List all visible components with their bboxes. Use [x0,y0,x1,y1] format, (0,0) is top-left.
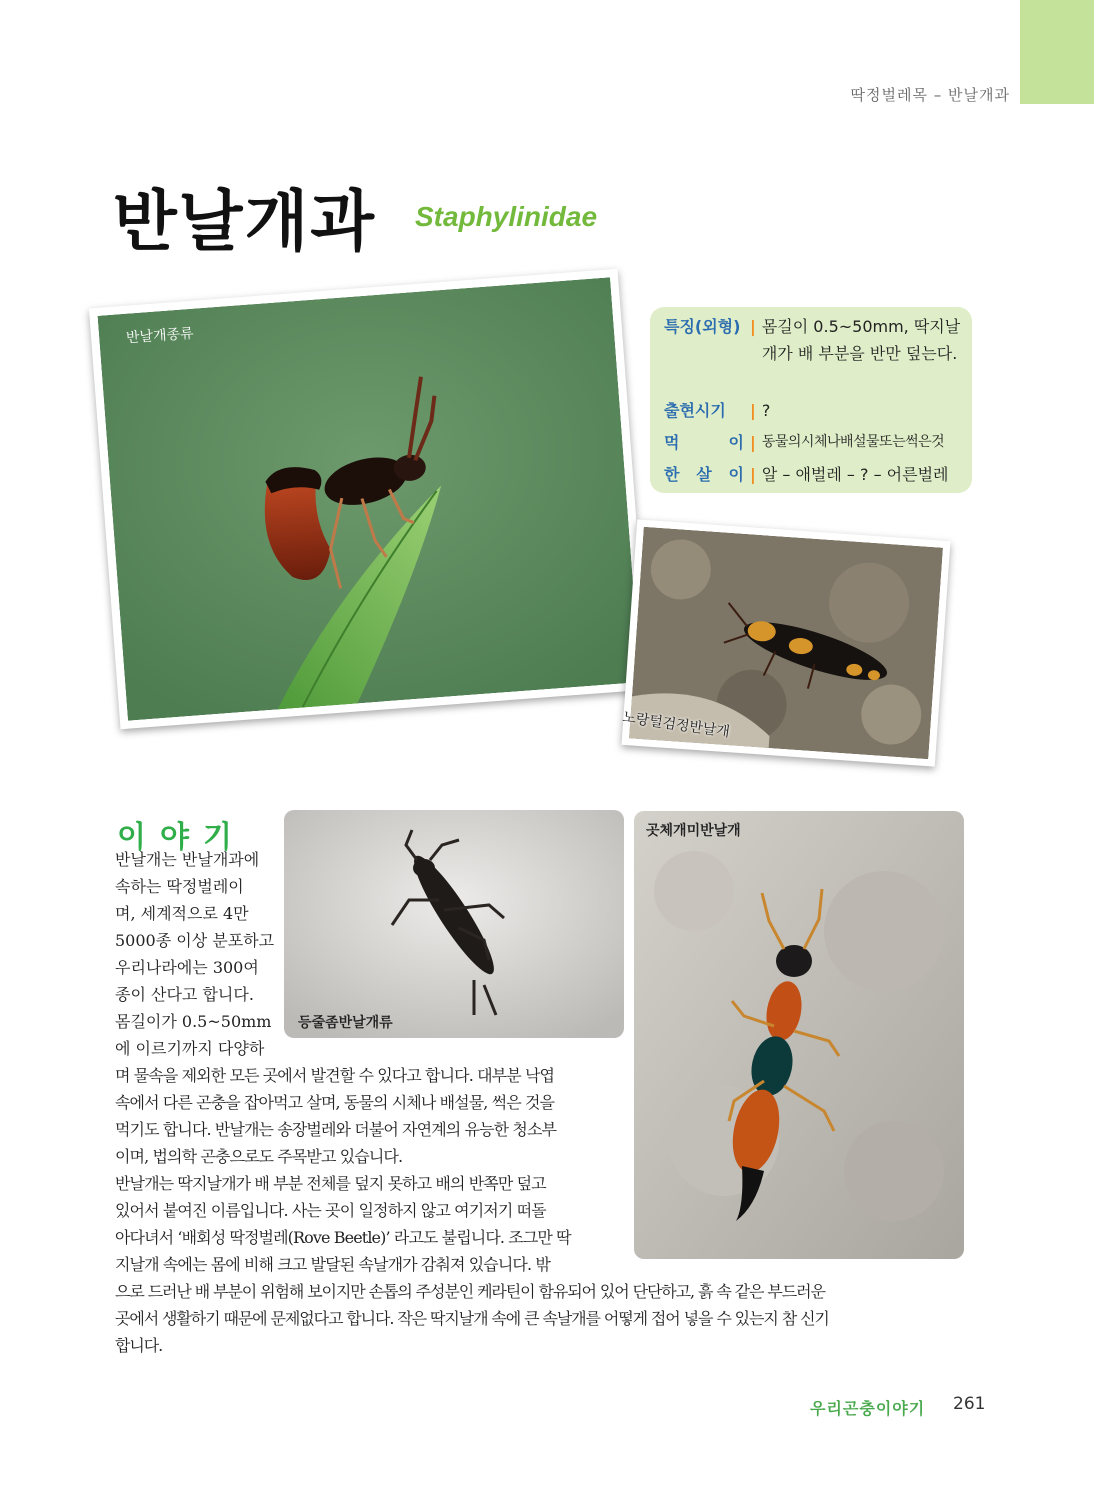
story-line: 며, 세계적으로 4만 [115,904,249,923]
footer-series-title: 우리곤충이야기 [810,1399,926,1418]
story-line: 종이 산다고 합니다. [115,985,254,1004]
story-line: 반날개는 딱지날개가 배 부분 전체를 덮지 못하고 배의 반쪽만 덮고 [115,1174,546,1193]
bottom-photo-caption: 등줄좀반날개류 [298,1015,393,1031]
story-line: 우리나라에는 300여 [115,958,259,977]
story-line: 에 이르기까지 다양하 [115,1039,265,1058]
info-label: 먹 이 [664,433,744,452]
info-separator: | [750,317,756,336]
story-line: 으로 드러난 배 부분이 위험해 보이지만 손톱의 주성분인 케라틴이 함유되어 있어 단단하고, 흙 속 같은 부드러운 [115,1282,825,1301]
story-line: 먹기도 합니다. 반날개는 송장벌레와 더불어 자연계의 유능한 청소부 [115,1120,557,1139]
info-value: 알 – 애벌레 – ? – 어른벌레 [761,465,949,484]
main-photo-caption: 반날개종류 [125,325,195,347]
info-value: 몸길이 0.5~50mm, 딱지날개가 배 부분을 반만 덮는다. [761,317,961,363]
story-line: 속에서 다른 곤충을 잡아먹고 살며, 동물의 시체나 배설물, 썩은 것을 [115,1093,555,1112]
story-text-mid [115,1062,571,1278]
right-photo-caption: 곳체개미반날개 [646,823,741,839]
story-line: 곳에서 생활하기 때문에 문제없다고 합니다. 작은 딱지날개 속에 큰 속날개를 어떻게 접어 넣을 수 있는지 참 신기 [115,1309,829,1328]
family-title-latin: Staphylinidae [415,201,598,232]
striped-rove-beetle-image [284,810,624,1038]
story-line: 5000종 이상 분포하고 [115,931,275,950]
story-line: 반날개는 반날개과에 [115,850,260,869]
info-label: 한 살 이 [664,465,744,484]
story-line: 지날개 속에는 몸에 비해 크고 발달된 속날개가 감춰져 있습니다. 밖 [115,1255,550,1274]
story-line: 며 물속을 제외한 모든 곳에서 발견할 수 있다고 합니다. 대부분 낙엽 [115,1066,555,1085]
info-label: 특징(외형) [664,317,741,336]
info-separator: | [750,433,756,452]
bottom-photo [284,810,624,1038]
info-separator: | [750,401,756,420]
right-photo [634,811,964,1259]
story-text-narrow [115,846,274,1062]
info-row-food [664,429,972,456]
story-line: 합니다. [115,1336,163,1355]
info-value: ? [761,401,771,420]
small-photo-caption: 노랑털검정반날개 [621,709,731,741]
info-row-feature [664,313,972,367]
story-text-wide [115,1278,829,1359]
story-line: 몸길이가 0.5~50mm [115,1012,272,1031]
info-label: 출현시기 [664,401,726,420]
story-heading: 이야기 [117,820,246,855]
page-number: 261 [953,1394,986,1414]
story-line: 이며, 법의학 곤충으로도 주목받고 있습니다. [115,1147,403,1166]
story-line: 있어서 붙여진 이름입니다. 사는 곳이 일정하지 않고 여기저기 떠돌 [115,1201,546,1220]
story-line: 속하는 딱정벌레이 [115,877,244,896]
corner-color-tab [1020,0,1094,104]
rove-beetle-on-leaf-image [98,277,641,720]
info-separator: | [750,465,756,484]
info-row-lifecycle [664,461,972,488]
running-head: 딱정벌레목 – 반날개과 [850,86,1010,104]
species-info-box [650,307,972,493]
story-line: 아다녀서 ‘배회성 딱정벌레(Rove Beetle)’ 라고도 불립니다. 조그만 딱 [115,1228,571,1247]
paederus-rove-beetle-image [634,811,964,1259]
info-value: 동물의시체나배설물또는썩은것 [761,434,945,450]
info-row-season [664,397,972,424]
family-title-korean: 반날개과 [113,183,377,260]
